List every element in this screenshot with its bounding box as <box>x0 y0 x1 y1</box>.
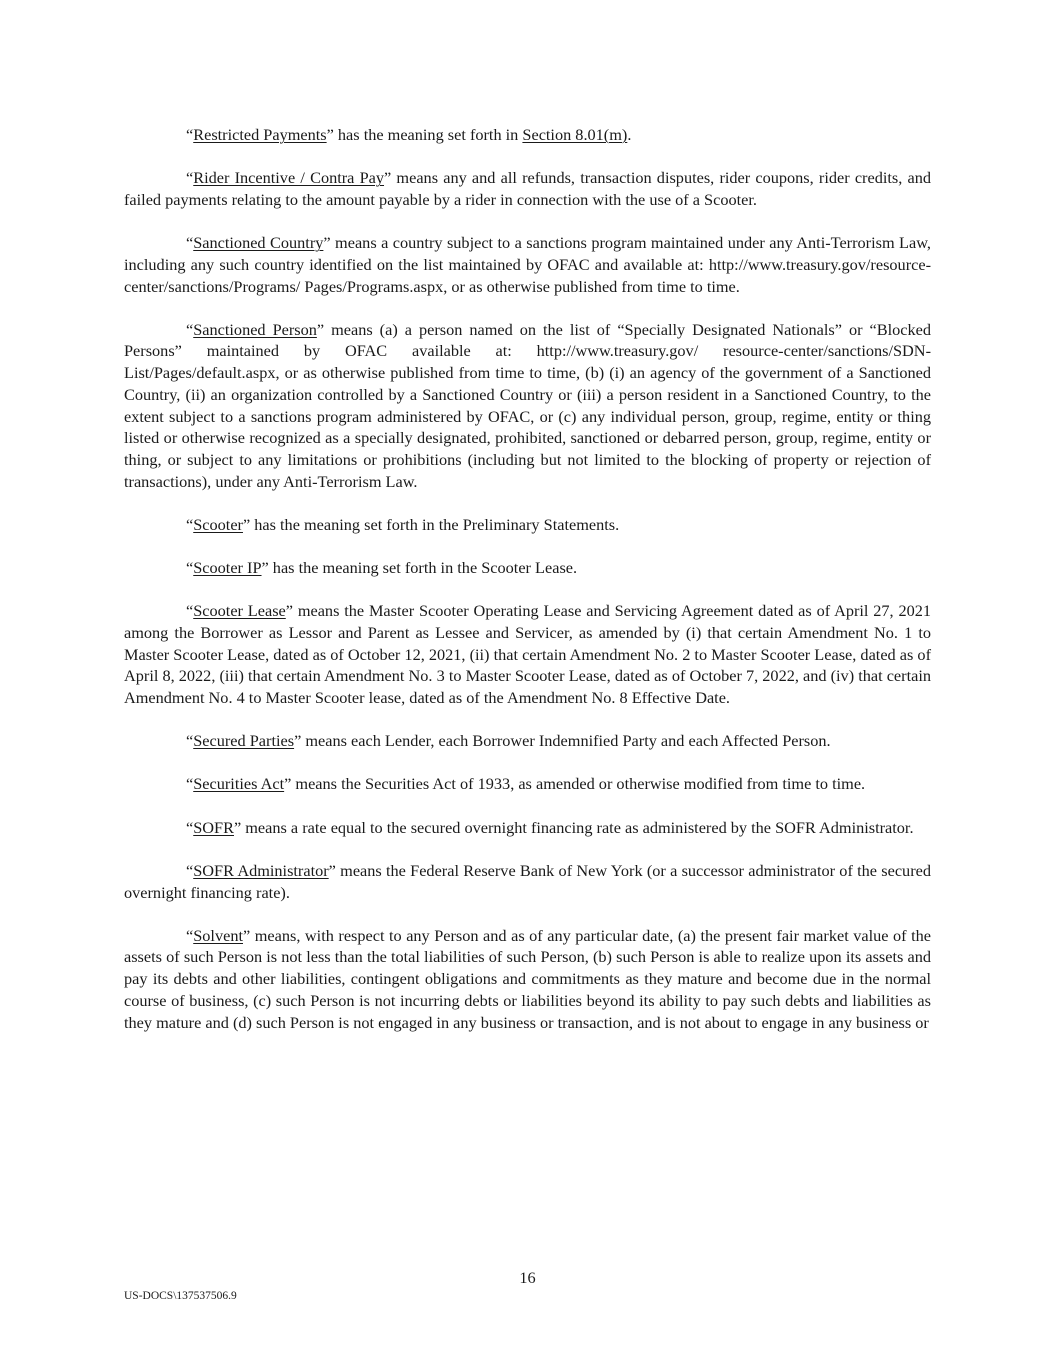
defined-term: Solvent <box>193 925 243 945</box>
document-body <box>124 124 931 1055</box>
closing-punctuation: . <box>627 125 632 144</box>
defined-term: SOFR <box>193 817 234 837</box>
definition-securities-act <box>124 773 931 795</box>
open-quote: “ <box>186 125 194 144</box>
definition-sofr-administrator <box>124 860 931 903</box>
defined-term: Scooter Lease <box>193 601 286 621</box>
open-quote: “ <box>186 558 194 578</box>
definition-solvent <box>124 925 931 1034</box>
definition-text: ” means the Federal Reserve Bank of New York (or a successor administrator of the secured overnight financing rate). <box>124 860 931 902</box>
definition-text: ” means, with respect to any Person and as of any particular date, (a) the present fair market value of the assets of such Person is not less than the total liabilities of such Person, (b) such Person is able to realize upon its assets and pay its debts and other liabilities, contingent obligations and commitments as they mature and become due in the normal course of business, (c) such Person is not incurring debts or liabilities beyond its ability to pay such debts and liabilities as they mature and (d) such Person is not engaged in any business or transaction, and is not about to engage in any business or <box>124 925 931 1032</box>
defined-term: Restricted Payments <box>193 125 327 144</box>
definition-scooter-ip <box>124 557 931 579</box>
definition-text: ” means a country subject to a sanctions program maintained under any Anti-Terrorism Law, including any such country identified on the list maintained by OFAC and available at: http://www.treasury.gov/resource-center/sanctions/Programs/ Pages/Programs.aspx, or as otherwise published from time to time. <box>124 233 931 296</box>
open-quote: “ <box>186 233 194 253</box>
defined-term: Rider Incentive / Contra Pay <box>193 168 385 188</box>
definition-text: ” means the Securities Act of 1933, as amended or otherwise modified from time to time. <box>284 774 866 794</box>
defined-term: Scooter <box>193 514 243 534</box>
page-number: 16 <box>519 1268 536 1287</box>
defined-term: Securities Act <box>193 774 285 794</box>
definition-scooter <box>124 514 931 536</box>
definition-text: ” means the Master Scooter Operating Lease and Servicing Agreement dated as of April 27, 2021 among the Borrower as Lessor and Parent as Lessee and Servicer, as amended by (i) that certain Amendment No. 1 to Master Scooter Lease, dated as of October 12, 2021, (ii) that certain Amendment No. 2 to Master Scooter Lease, dated as of April 8, 2022, (iii) that certain Amendment No. 3 to Master Scooter Lease, dated as of October 7, 2022, and (iv) that certain Amendment No. 4 to Master Scooter lease, dated as of the Amendment No. 8 Effective Date. <box>124 601 932 708</box>
definition-text: ” means (a) a person named on the list of “Specially Designated Nationals” or “Blocked Persons” maintained by OFAC available at: http://www.treasury.gov/ resource-center/sanctions/SDN-List/Pages/default.aspx, or as otherwise published from time to time, (b) (i) an agency of the government of a Sanctioned Country, (ii) an organization controlled by a Sanctioned Country or (iii) a person resident in a Sanctioned Country, to the extent subject to a sanctions program administered by OFAC, or (c) any individual person, group, regime, entity or thing listed or otherwise recognized as a specially designated, prohibited, sanctioned or debarred person, group, regime, entity or thing, or subject to any limitations or prohibitions (including but not limited to the blocking of property or rejection of transactions), under any Anti-Terrorism Law. <box>124 319 931 491</box>
definition-rider-incentive <box>124 167 931 210</box>
document-id: US-DOCS\137537506.9 <box>124 1290 237 1302</box>
open-quote: “ <box>186 514 194 534</box>
definition-sanctioned-person <box>124 319 931 493</box>
defined-term: Secured Parties <box>193 731 295 751</box>
definition-text: ” has the meaning set forth in the Scooter Lease. <box>261 558 578 578</box>
definition-scooter-lease <box>124 600 931 709</box>
open-quote: “ <box>186 319 194 339</box>
open-quote: “ <box>186 774 194 794</box>
defined-term: SOFR Administrator <box>193 860 329 880</box>
definition-text: ” means a rate equal to the secured overnight financing rate as administered by the SOFR Administrator. <box>233 817 914 837</box>
definition-restricted-payments <box>124 124 931 146</box>
definition-secured-parties <box>124 730 931 752</box>
definition-sofr <box>124 817 931 839</box>
definition-text: ” means any and all refunds, transaction disputes, rider coupons, rider credits, and failed payments relating to the amount payable by a rider in connection with the use of a Scooter. <box>124 168 932 209</box>
defined-term: Scooter IP <box>193 558 262 578</box>
open-quote: “ <box>186 601 194 621</box>
defined-term: Sanctioned Country <box>193 233 324 253</box>
definition-sanctioned-country <box>124 232 931 297</box>
definition-text: ” has the meaning set forth in the Preliminary Statements. <box>242 514 620 534</box>
defined-term: Sanctioned Person <box>193 319 317 339</box>
section-cross-reference: Section 8.01(m) <box>522 125 628 144</box>
open-quote: “ <box>186 925 194 945</box>
definition-text: ” has the meaning set forth in <box>326 125 523 144</box>
open-quote: “ <box>186 860 194 880</box>
definition-text: ” means each Lender, each Borrower Indemnified Party and each Affected Person. <box>294 731 831 751</box>
open-quote: “ <box>186 168 194 188</box>
open-quote: “ <box>186 731 194 751</box>
open-quote: “ <box>186 817 194 837</box>
